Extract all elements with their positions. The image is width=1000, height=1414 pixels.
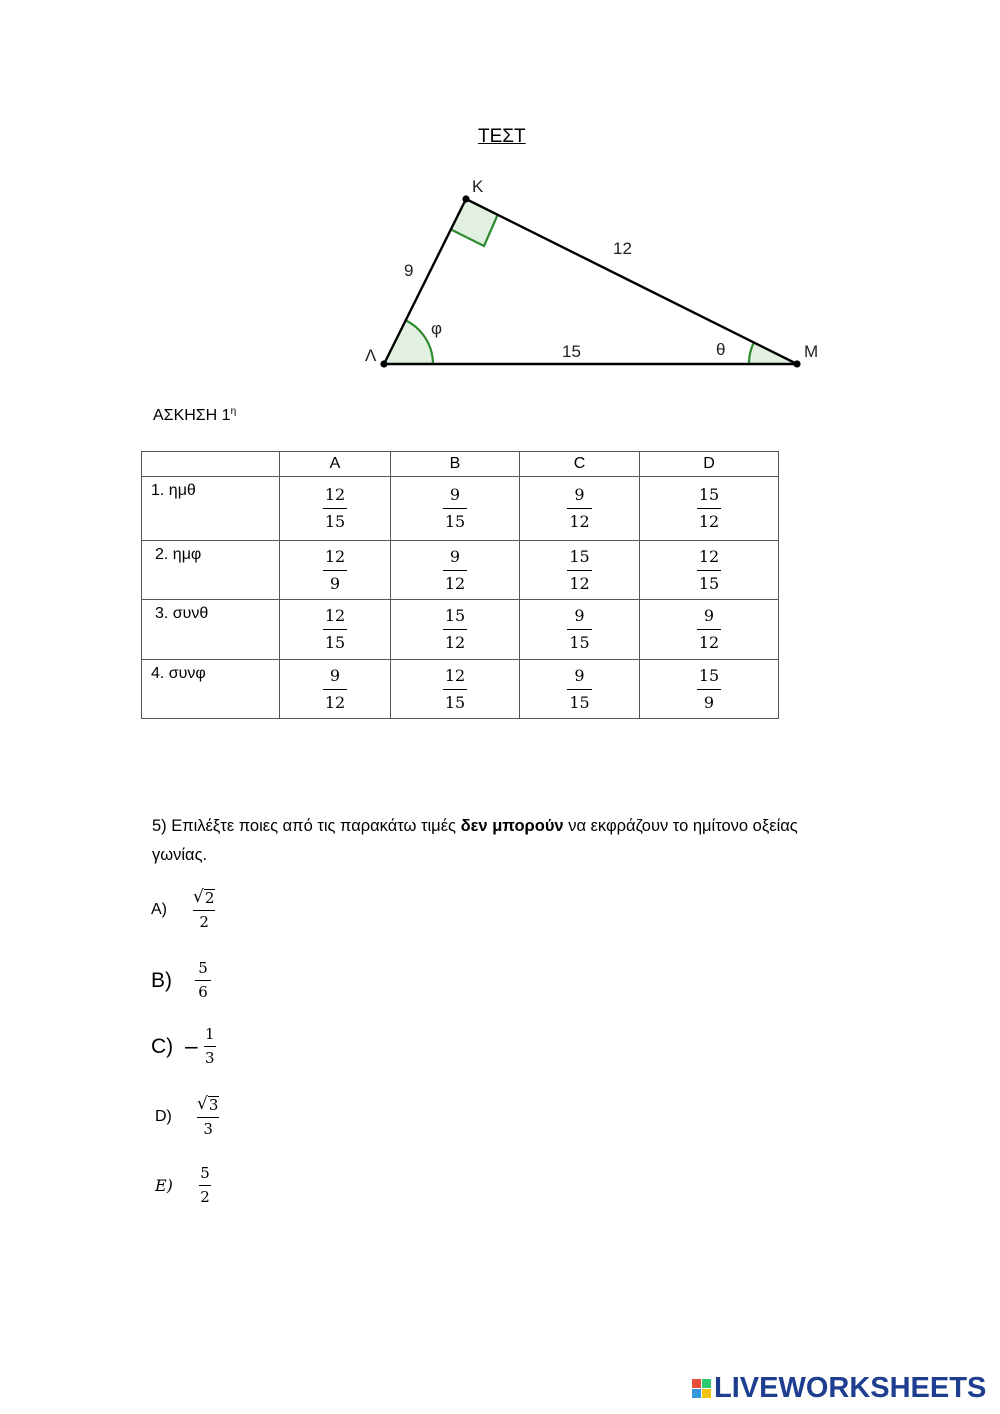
denominator: 15 (698, 573, 720, 593)
fraction-bar (323, 508, 347, 509)
fraction-bar (204, 1046, 216, 1047)
answer-cell[interactable] (520, 477, 640, 541)
question-prefix: 5) Επιλέξτε ποιες από τις παρακάτω τιμές (152, 817, 461, 835)
fraction (567, 608, 591, 651)
answer-cell[interactable] (280, 541, 391, 600)
denominator: 3 (204, 1049, 215, 1067)
denominator: 12 (444, 573, 466, 593)
fraction-bar (697, 508, 721, 509)
vertex-K-dot (462, 195, 469, 202)
denominator: 15 (324, 633, 346, 652)
logo-square (692, 1379, 701, 1388)
answer-cell[interactable] (280, 660, 391, 719)
answer-cell[interactable] (520, 600, 640, 660)
option-fraction (197, 1096, 219, 1137)
fraction (443, 546, 467, 593)
row-label: 2. ημφ (142, 541, 280, 600)
option-c[interactable] (151, 1027, 216, 1066)
denominator: 12 (698, 633, 720, 652)
triangle-figure (340, 170, 840, 385)
answer-cell[interactable] (640, 660, 779, 719)
denominator: 15 (569, 692, 590, 712)
liveworksheets-logo (692, 1372, 986, 1405)
vertex-K-label: Κ (472, 177, 484, 196)
fraction (443, 665, 467, 712)
table-header-row (142, 452, 779, 477)
table-row (142, 600, 779, 660)
fraction-bar (443, 629, 467, 630)
question-text (152, 812, 842, 870)
answer-cell[interactable] (640, 477, 779, 541)
fraction (323, 487, 347, 530)
option-fraction (199, 1166, 211, 1205)
denominator: 2 (199, 913, 209, 931)
denominator: 12 (569, 573, 590, 593)
angle-phi-label: φ (431, 319, 443, 338)
denominator: 12 (444, 633, 466, 652)
fraction (697, 487, 721, 530)
numerator: 5 (200, 1164, 210, 1182)
fraction-bar (193, 910, 215, 911)
angle-phi-arc (384, 320, 433, 364)
option-e[interactable] (155, 1166, 211, 1205)
numerator: 9 (449, 485, 461, 504)
exercise-superscript: η (230, 406, 237, 417)
fraction-bar (443, 689, 467, 690)
option-fraction (193, 889, 215, 930)
option-a[interactable] (151, 889, 215, 930)
logo-text: LIVEWORKSHEETS (714, 1372, 987, 1404)
column-header-c: C (520, 452, 640, 477)
answer-cell[interactable] (520, 541, 640, 600)
fraction (567, 487, 591, 530)
answer-cell[interactable] (640, 600, 779, 660)
numerator: 12 (698, 546, 720, 566)
denominator: 9 (703, 692, 715, 712)
denominator: 3 (203, 1120, 213, 1138)
numerator: 9 (329, 665, 341, 685)
numerator: 12 (324, 546, 346, 566)
numerator: 9 (703, 606, 715, 625)
sqrt-icon: √ (193, 887, 204, 907)
radicand: 2 (204, 889, 215, 907)
answer-cell[interactable] (280, 600, 391, 660)
option-label: D) (155, 1107, 172, 1125)
vertex-L-label: Λ (365, 346, 377, 365)
option-fraction (195, 961, 211, 1000)
fraction (567, 665, 591, 712)
option-b[interactable] (151, 961, 211, 1000)
numerator (197, 1096, 219, 1113)
vertex-L-dot (380, 360, 387, 367)
side-KL-label: 9 (404, 261, 414, 280)
logo-square (702, 1389, 711, 1398)
numerator: 15 (569, 546, 590, 566)
table-row (142, 477, 779, 541)
exercise-heading (153, 406, 236, 425)
numerator (193, 889, 215, 906)
minus-sign: − (183, 1034, 200, 1059)
vertex-M-label: Μ (804, 342, 819, 361)
vertex-M-dot (793, 360, 800, 367)
denominator: 12 (569, 512, 590, 531)
answer-cell[interactable] (520, 660, 640, 719)
denominator: 15 (444, 692, 466, 712)
fraction-bar (195, 980, 211, 981)
page-title: ΤΕΣΤ (478, 126, 526, 147)
fraction (567, 546, 591, 593)
table-corner-cell (142, 452, 280, 477)
numerator: 15 (698, 485, 720, 504)
numerator: 9 (574, 485, 585, 504)
fraction-bar (323, 689, 347, 690)
fraction (323, 665, 347, 712)
row-label: 1. ημθ (142, 477, 280, 541)
option-label: A) (151, 900, 167, 918)
logo-icon (692, 1379, 711, 1398)
side-KM-label: 12 (613, 239, 632, 258)
denominator: 12 (324, 692, 346, 712)
fraction (443, 487, 467, 530)
sqrt-icon: √ (197, 1094, 208, 1114)
fraction-bar (443, 570, 467, 571)
denominator: 2 (200, 1188, 210, 1206)
fraction-bar (323, 629, 347, 630)
numerator: 12 (444, 665, 466, 685)
fraction-bar (697, 629, 721, 630)
logo-square (702, 1379, 711, 1388)
fraction (697, 546, 721, 593)
fraction-bar (567, 629, 591, 630)
radicand: 3 (208, 1096, 219, 1114)
answer-cell[interactable] (391, 541, 520, 600)
denominator: 15 (569, 633, 590, 652)
fraction-bar (199, 1185, 211, 1186)
fraction (697, 608, 721, 651)
fraction-bar (323, 570, 347, 571)
option-label: E) (155, 1176, 173, 1195)
numerator: 15 (444, 606, 466, 625)
logo-square (692, 1389, 701, 1398)
table-row (142, 541, 779, 600)
fraction-bar (197, 1117, 219, 1118)
numerator: 9 (574, 606, 585, 625)
column-header-a: A (280, 452, 391, 477)
denominator: 6 (198, 983, 208, 1001)
fraction-bar (697, 689, 721, 690)
question-suffix: να εκφράζουν το ημίτονο οξείας γωνίας. (152, 817, 798, 864)
trig-table (141, 451, 779, 719)
fraction (323, 546, 347, 593)
answer-cell[interactable] (391, 660, 520, 719)
numerator: 5 (198, 959, 208, 977)
right-angle-marker (452, 199, 498, 246)
fraction (323, 608, 347, 651)
numerator: 15 (698, 665, 720, 685)
fraction-bar (567, 508, 591, 509)
fraction-bar (567, 689, 591, 690)
numerator: 9 (449, 546, 461, 566)
fraction-bar (443, 508, 467, 509)
answer-cell[interactable] (280, 477, 391, 541)
fraction (697, 665, 721, 712)
denominator: 9 (329, 573, 341, 593)
column-header-d: D (640, 452, 779, 477)
answer-cell[interactable] (640, 541, 779, 600)
fraction (443, 608, 467, 651)
fraction-bar (567, 570, 591, 571)
fraction-bar (697, 570, 721, 571)
option-fraction (204, 1027, 216, 1066)
column-header-b: B (391, 452, 520, 477)
denominator: 12 (698, 512, 720, 531)
row-label: 4. συνφ (142, 660, 280, 719)
table-row (142, 660, 779, 719)
question-emphasis: δεν μπορούν (460, 817, 564, 835)
option-d[interactable] (155, 1096, 219, 1137)
numerator: 12 (324, 606, 346, 625)
denominator: 15 (324, 512, 346, 531)
row-label: 3. συνθ (142, 600, 280, 660)
exercise-label: ΑΣΚΗΣΗ 1 (153, 407, 231, 424)
angle-theta-label: θ (716, 340, 726, 359)
numerator: 9 (574, 665, 585, 685)
numerator: 12 (324, 485, 346, 504)
numerator: 1 (204, 1025, 215, 1043)
side-LM-label: 15 (562, 342, 581, 361)
answer-cell[interactable] (391, 600, 520, 660)
denominator: 15 (444, 512, 466, 531)
side-KM (466, 199, 797, 364)
option-label: B) (151, 968, 172, 992)
option-label: C) (151, 1034, 174, 1058)
answer-cell[interactable] (391, 477, 520, 541)
